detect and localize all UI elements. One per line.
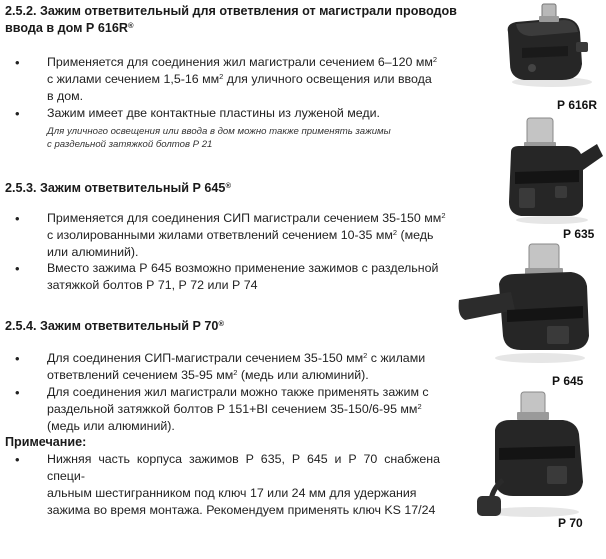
text-line: Нижняя часть корпуса зажимов Р 635, Р 645 и Р 70 снабжена специ- <box>47 452 440 483</box>
registered-mark: ® <box>127 21 134 30</box>
text-line: с жилами сечением 1,5-16 мм <box>47 72 220 86</box>
section-2-5-2-bullet-2: Зажим имеет две контактные пластины из луженой меди. <box>47 106 380 120</box>
bullet-icon: • <box>15 385 20 400</box>
caption-p70: Р 70 <box>558 516 583 530</box>
caption-p645: Р 645 <box>552 374 584 388</box>
bullet-icon: • <box>15 211 20 226</box>
text-line: Для соединения СИП-магистрали сечением 35-150 мм <box>47 351 364 365</box>
superscript: 2 <box>392 228 398 237</box>
superscript: 2 <box>417 402 422 411</box>
section-2-5-3-bullet-1 <box>47 210 447 261</box>
text-line: ответвлений сечением 35-95 мм <box>47 368 234 382</box>
section-2-5-3-bullet-2 <box>47 260 447 294</box>
text-line: с жилами <box>367 351 426 365</box>
clamp-p70-image <box>463 388 598 520</box>
section-2-5-3-heading <box>5 180 231 197</box>
text-line: для уличного освещения или ввода <box>223 72 432 86</box>
caption-p635: Р 635 <box>563 227 595 241</box>
text-line: зажима во время монтажа. Рекомендуем применять ключ KS 17/24 <box>47 503 436 517</box>
bullet-icon: • <box>15 351 20 366</box>
clamp-p645-image <box>455 240 605 365</box>
note-line: Для уличного освещения или ввода в дом можно также применять зажимы <box>47 126 391 137</box>
text-line: или алюминий). <box>47 245 139 259</box>
text-line: затяжкой болтов Р 71, Р 72 или Р 74 <box>47 278 258 292</box>
heading-line-2: ввода в дом Р 616R <box>5 21 128 35</box>
text-line: (медь или алюминий). <box>47 419 175 433</box>
registered-mark: ® <box>218 319 224 328</box>
text-line: альным шестигранником под ключ 17 или 24 мм для удержания <box>47 486 417 500</box>
superscript: 2 <box>441 211 446 220</box>
note-line: с раздельной затяжкой болтов Р 21 <box>47 138 213 150</box>
heading-line-1: 2.5.2. Зажим ответвительный для ответвления от магистрали проводов <box>5 4 457 18</box>
section-2-5-2-note <box>47 126 447 151</box>
superscript: 2 <box>432 55 438 64</box>
clamp-p616r-image <box>492 2 602 92</box>
remark-title: Примечание: <box>5 435 87 449</box>
bullet-icon: • <box>15 261 20 276</box>
bullet-icon: • <box>15 452 20 467</box>
text-line: Для соединения жил магистрали можно также применять зажим с <box>47 385 429 399</box>
superscript: 2 <box>219 72 224 81</box>
section-2-5-4-heading <box>5 318 224 335</box>
section-2-5-2-bullet-1 <box>47 54 447 105</box>
heading-text: 2.5.4. Зажим ответвительный Р 70 <box>5 319 219 333</box>
text-line: Применяется для соединения СИП магистрали сечением 35-150 мм <box>47 211 442 225</box>
remark-text <box>47 451 440 519</box>
caption-p616r: Р 616R <box>557 98 598 112</box>
superscript: 2 <box>363 351 368 360</box>
text-line: Вместо зажима Р 645 возможно применение зажимов с раздельной <box>47 261 439 275</box>
clamp-p635-image <box>497 116 606 226</box>
text-line: (медь <box>397 228 434 242</box>
heading-text: 2.5.3. Зажим ответвительный Р 645 <box>5 181 226 195</box>
text-line: (медь или алюминий). <box>237 368 369 382</box>
section-2-5-4-bullet-2 <box>47 384 440 435</box>
bullet-icon: • <box>15 55 20 70</box>
section-2-5-4-bullet-1 <box>47 350 440 384</box>
text-line: Применяется для соединения жил магистрали сечением 6–120 мм <box>47 55 433 69</box>
text-line: раздельной затяжкой болтов Р 151+BI сечением 35-150/6-95 мм <box>47 402 418 416</box>
text-line: с изолированными жилами ответвлений сечением 10-35 мм <box>47 228 393 242</box>
text-line: в дом. <box>47 89 84 103</box>
section-2-5-2-heading <box>5 3 475 37</box>
bullet-icon: • <box>15 106 20 121</box>
superscript: 2 <box>233 368 238 377</box>
registered-mark: ® <box>225 181 231 190</box>
